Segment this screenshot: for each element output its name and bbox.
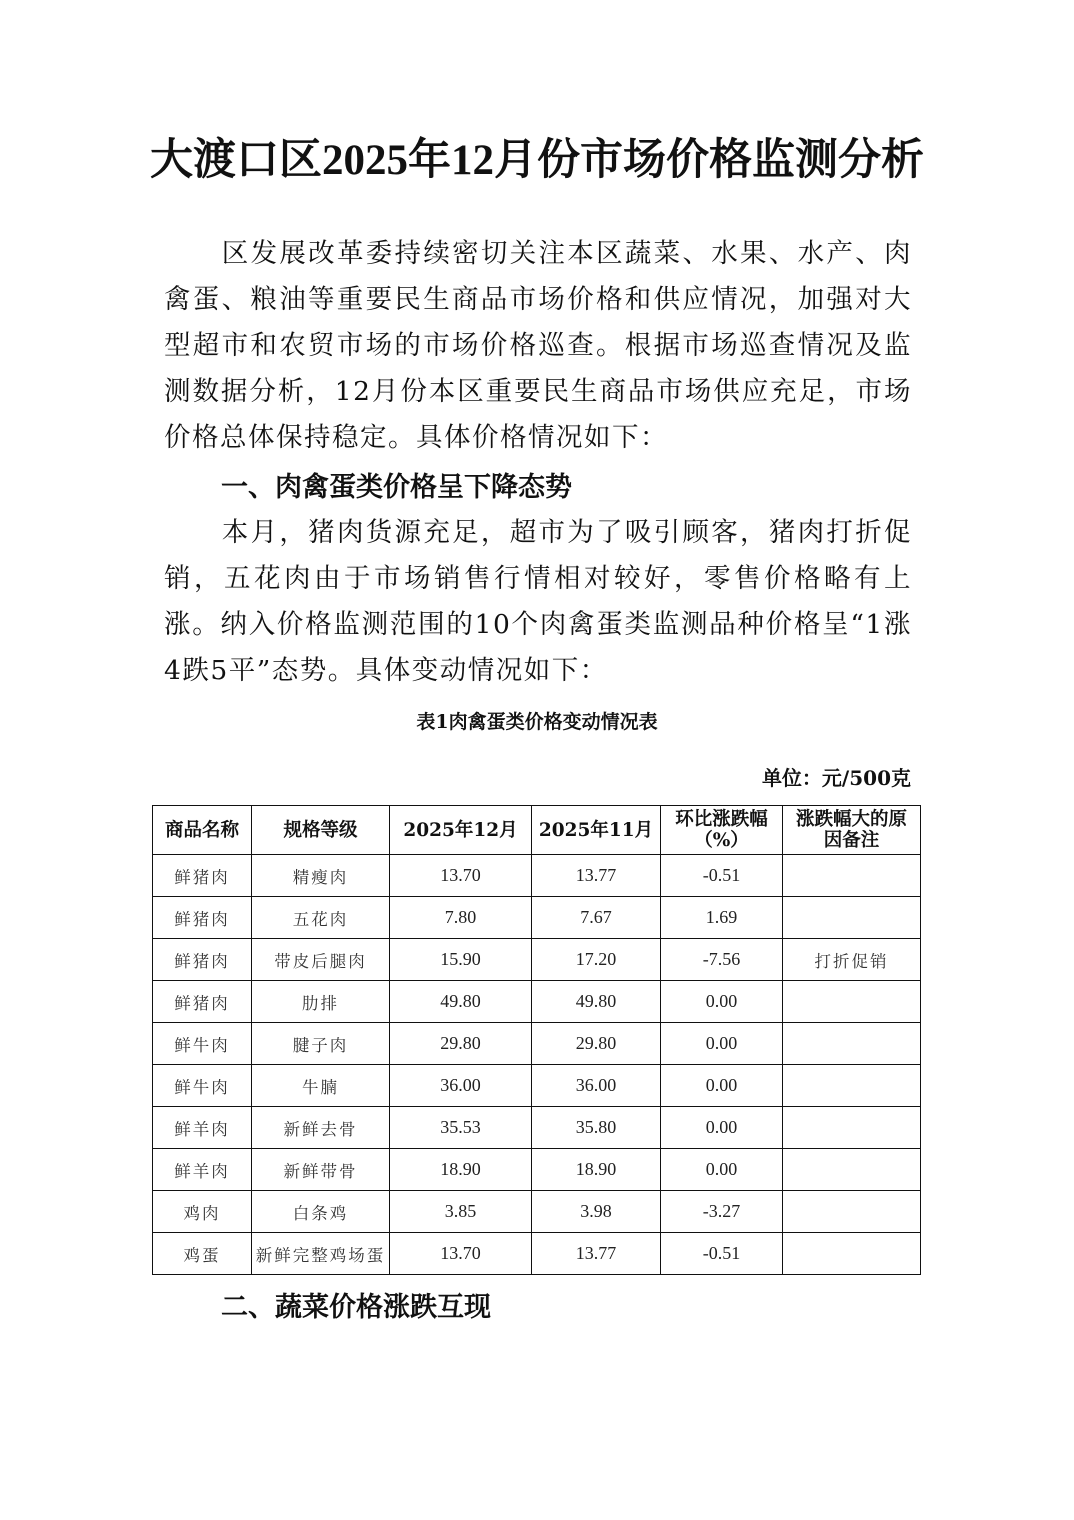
- spec-grade-cell: 腱子肉: [252, 1023, 390, 1065]
- dec-price-cell: 13.70: [390, 855, 532, 897]
- mom-change-cell: -0.51: [661, 1233, 783, 1275]
- product-name-cell: 鲜牛肉: [153, 1065, 252, 1107]
- product-name-cell: 鲜牛肉: [153, 1023, 252, 1065]
- nov-price-cell: 29.80: [532, 1023, 661, 1065]
- spec-grade-cell: 肋排: [252, 981, 390, 1023]
- nov-price-cell: 7.67: [532, 897, 661, 939]
- section1-text: 本月，猪肉货源充足，超市为了吸引顾客，猪肉打折促销，五花肉由于市场销售行情相对较好，零售价格略有上涨。纳入价格监测范围的10个肉禽蛋类监测品种价格呈“1涨4跌5平”态势。具体变动情况如下：: [164, 517, 912, 686]
- section1-paragraph: [164, 510, 912, 694]
- mom-change-cell: 0.00: [661, 1065, 783, 1107]
- table-row: [153, 1065, 921, 1107]
- header-product-name: 商品名称: [153, 806, 252, 855]
- header-spec-grade: 规格等级: [252, 806, 390, 855]
- section1-heading: 一、肉禽蛋类价格呈下降态势: [221, 472, 572, 503]
- spec-grade-cell: 新鲜带骨: [252, 1149, 390, 1191]
- table-row: [153, 939, 921, 981]
- dec-price-cell: 29.80: [390, 1023, 532, 1065]
- table-header-row: [153, 806, 921, 855]
- product-name-cell: 鲜猪肉: [153, 855, 252, 897]
- remark-cell: [783, 1023, 921, 1065]
- product-name-cell: 鸡肉: [153, 1191, 252, 1233]
- mom-change-cell: -7.56: [661, 939, 783, 981]
- header-nov-2025: 2025年11月: [532, 806, 661, 855]
- dec-price-cell: 35.53: [390, 1107, 532, 1149]
- product-name-cell: 鸡蛋: [153, 1233, 252, 1275]
- dec-price-cell: 7.80: [390, 897, 532, 939]
- header-remark: 涨跌幅大的原 因备注: [783, 806, 921, 855]
- table-unit: 单位：元/500克: [761, 766, 911, 790]
- header-mom-change: 环比涨跌幅 （%）: [661, 806, 783, 855]
- nov-price-cell: 35.80: [532, 1107, 661, 1149]
- table-row: [153, 1023, 921, 1065]
- nov-price-cell: 49.80: [532, 981, 661, 1023]
- remark-cell: [783, 1065, 921, 1107]
- mom-change-cell: 0.00: [661, 1023, 783, 1065]
- spec-grade-cell: 五花肉: [252, 897, 390, 939]
- product-name-cell: 鲜猪肉: [153, 939, 252, 981]
- table-row: [153, 1233, 921, 1275]
- spec-grade-cell: 带皮后腿肉: [252, 939, 390, 981]
- remark-cell: [783, 1149, 921, 1191]
- product-name-cell: 鲜猪肉: [153, 981, 252, 1023]
- spec-grade-cell: 白条鸡: [252, 1191, 390, 1233]
- document-title: 大渡口区2025年12月份市场价格监测分析: [150, 137, 924, 184]
- section2-heading: 二、蔬菜价格涨跌互现: [221, 1292, 491, 1323]
- dec-price-cell: 15.90: [390, 939, 532, 981]
- mom-change-cell: -0.51: [661, 855, 783, 897]
- table-row: [153, 1191, 921, 1233]
- dec-price-cell: 13.70: [390, 1233, 532, 1275]
- price-change-table: [152, 805, 921, 1275]
- header-dec-2025: 2025年12月: [390, 806, 532, 855]
- mom-change-cell: 0.00: [661, 1149, 783, 1191]
- dec-price-cell: 3.85: [390, 1191, 532, 1233]
- remark-cell: [783, 897, 921, 939]
- intro-paragraph: [164, 231, 912, 461]
- nov-price-cell: 18.90: [532, 1149, 661, 1191]
- intro-text: 区发展改革委持续密切关注本区蔬菜、水果、水产、肉禽蛋、粮油等重要民生商品市场价格和供应情况，加强对大型超市和农贸市场的市场价格巡查。根据市场巡查情况及监测数据分析，12月份本区重要民生商品市场供应充足，市场价格总体保持稳定。具体价格情况如下：: [164, 238, 912, 453]
- mom-change-cell: 0.00: [661, 981, 783, 1023]
- dec-price-cell: 49.80: [390, 981, 532, 1023]
- spec-grade-cell: 牛腩: [252, 1065, 390, 1107]
- table-row: [153, 897, 921, 939]
- nov-price-cell: 36.00: [532, 1065, 661, 1107]
- table-caption: 表1肉禽蛋类价格变动情况表: [416, 711, 658, 733]
- dec-price-cell: 36.00: [390, 1065, 532, 1107]
- table-row: [153, 855, 921, 897]
- product-name-cell: 鲜羊肉: [153, 1149, 252, 1191]
- remark-cell: [783, 1191, 921, 1233]
- remark-cell: [783, 855, 921, 897]
- mom-change-cell: 0.00: [661, 1107, 783, 1149]
- spec-grade-cell: 新鲜去骨: [252, 1107, 390, 1149]
- mom-change-cell: -3.27: [661, 1191, 783, 1233]
- table-row: [153, 1107, 921, 1149]
- mom-change-cell: 1.69: [661, 897, 783, 939]
- table-row: [153, 981, 921, 1023]
- nov-price-cell: 3.98: [532, 1191, 661, 1233]
- remark-cell: 打折促销: [783, 939, 921, 981]
- product-name-cell: 鲜羊肉: [153, 1107, 252, 1149]
- product-name-cell: 鲜猪肉: [153, 897, 252, 939]
- nov-price-cell: 13.77: [532, 1233, 661, 1275]
- nov-price-cell: 17.20: [532, 939, 661, 981]
- remark-cell: [783, 981, 921, 1023]
- nov-price-cell: 13.77: [532, 855, 661, 897]
- remark-cell: [783, 1107, 921, 1149]
- table-row: [153, 1149, 921, 1191]
- dec-price-cell: 18.90: [390, 1149, 532, 1191]
- spec-grade-cell: 精瘦肉: [252, 855, 390, 897]
- remark-cell: [783, 1233, 921, 1275]
- spec-grade-cell: 新鲜完整鸡场蛋: [252, 1233, 390, 1275]
